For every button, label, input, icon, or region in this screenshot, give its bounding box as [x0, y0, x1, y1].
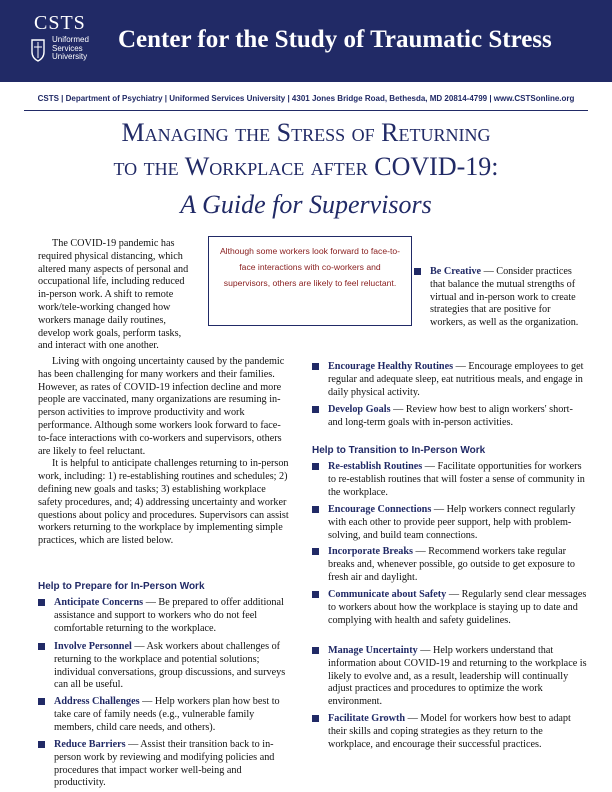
bullet-icon	[312, 363, 319, 370]
list-item: Address Challenges — Help workers plan how best to take care of family needs (e.g., vulnerable family members, child care needs, and others).	[38, 696, 290, 734]
transition-heading: Help to Transition to In-Person Work	[312, 445, 486, 456]
list-item: Develop Goals — Review how best to align workers' short- and long-term goals with in-person activities.	[312, 404, 588, 430]
list-item: Encourage Connections — Help workers connect regularly with each other to provide peer support, help with problem-solving, and build team connections.	[312, 504, 588, 542]
bullet-icon	[414, 268, 421, 275]
list-item: Encourage Healthy Routines — Encourage employees to get regular and adequate sleep, eat nutritious meals, and engage in daily physical activity.	[312, 361, 588, 399]
header-title: Center for the Study of Traumatic Stress	[118, 26, 552, 53]
header-banner	[0, 0, 612, 82]
prepare-heading: Help to Prepare for In-Person Work	[38, 581, 205, 592]
logo-emblem-icon	[30, 38, 46, 62]
logo: CSTS	[34, 12, 86, 34]
list-item: Reduce Barriers — Assist their transition back to in-person work by reviewing and modifying policies and procedures that impact worker well-being and productivity.	[38, 739, 290, 790]
list-item: Facilitate Growth — Model for workers how best to adapt their skills and coping strategies as they return to the workplace, and encourage their successful practices.	[312, 713, 588, 751]
pull-quote: Although some workers look forward to face-to-face interactions with co-workers and supervisors, others are likely to feel reluctant.	[208, 236, 412, 326]
document-title-line-1: Managing the Stress of Returning	[121, 118, 491, 147]
intro-paragraph-2: Living with ongoing uncertainty caused by the pandemic has been challenging for many workers and their families. However, as rates of COVID-19 infection decline and more people are vaccinated, many organizations are resuming in-person activities to improve productivity and work performance. Although some workers look forward to face-to-face interactions with co-workers and supervisors, others are likely to feel reluctant.	[38, 356, 285, 457]
divider	[24, 110, 588, 111]
intro-paragraph-1: The COVID-19 pandemic has required physical distancing, which altered many aspects of personal and occupational life, including reduced in-person work. A shift to remote work/tele-working changed how workers manage daily routines, develop work goals, perform tasks, and interact with one another.	[38, 238, 189, 352]
contact-info-line: CSTS | Department of Psychiatry | Uniformed Services University | 4301 Jones Bridge Road, Bethesda, MD 20814-4799 | www.CSTSonline.org	[37, 94, 575, 103]
bullet-icon	[38, 643, 45, 650]
bullet-icon	[312, 463, 319, 470]
bullet-icon	[38, 599, 45, 606]
list-item: Communicate about Safety — Regularly send clear messages to workers about how the workplace is staying up to date and complying with health and safety guidelines.	[312, 589, 588, 627]
intro-text-wide	[38, 356, 290, 548]
list-item: Anticipate Concerns — Be prepared to offer additional assistance and support to workers who do not feel comfortable returning to the workplace.	[38, 597, 290, 635]
list-item: Re-establish Routines — Facilitate opportunities for workers to re-establish routines that will foster a sense of community in the workplace.	[312, 461, 588, 499]
bullet-icon	[38, 698, 45, 705]
list-item: Involve Personnel — Ask workers about challenges of returning to the workplace and potential solutions; individual conversations, group discussions, and surveys can all be useful.	[38, 641, 290, 692]
list-item: Incorporate Breaks — Recommend workers take regular breaks and, whenever possible, go outside to get exposure to fresh air and daylight.	[312, 546, 588, 584]
bullet-icon	[312, 506, 319, 513]
list-item: Manage Uncertainty — Help workers understand that information about COVID-19 and returning to the workplace is likely to evolve and, as a result, leadership will continually adjust practices and procedures to optimize the work environment.	[312, 645, 588, 709]
bullet-icon	[312, 591, 319, 598]
bullet-icon	[312, 548, 319, 555]
bullet-icon	[312, 406, 319, 413]
document-title-line-2: to the Workplace after COVID-19:	[113, 152, 499, 181]
bullet-icon	[312, 715, 319, 722]
bullet-icon	[38, 741, 45, 748]
document-subtitle: A Guide for Supervisors	[180, 190, 432, 219]
bullet-icon	[312, 647, 319, 654]
logo-subtitle: Uniformed Services University	[52, 35, 89, 62]
intro-paragraph-3: It is helpful to anticipate challenges returning to in-person work, including: 1) re-establishing routines and schedules; 2) defining new goals and tasks; 3) establishing workplace safety procedures, and; 4) addressing uncertainty and worker questions about policy and procedures. Supervisors can assist workers returning to the workplace by implementing simple practices, which are listed below.	[38, 458, 289, 547]
list-item: Be Creative — Consider practices that balance the mutual strengths of virtual and in-person work to create strategies that are positive for workers, as well as the organization.	[414, 266, 586, 330]
